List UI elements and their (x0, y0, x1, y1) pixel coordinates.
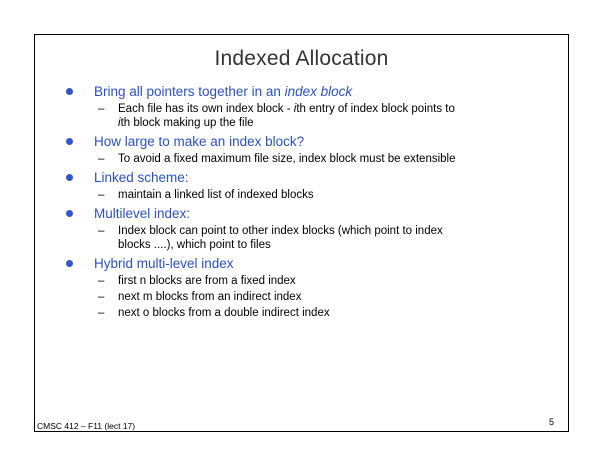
dash-icon: – (98, 103, 105, 115)
sub-text-emphasis: i (293, 103, 297, 115)
dash-icon: – (98, 307, 105, 319)
sub-list (94, 152, 549, 166)
dash-icon: – (98, 189, 105, 201)
sub-list (94, 102, 549, 130)
sub-text: To avoid a fixed maximum file size, index block must be extensible (118, 153, 456, 165)
slide-frame (34, 34, 569, 432)
slide-title: Indexed Allocation (214, 47, 389, 70)
sub-list (94, 274, 549, 320)
bullet-dot-icon (66, 138, 73, 145)
sub-item (94, 274, 549, 288)
dash-icon: – (98, 275, 105, 287)
sub-text: Index block can point to other index blocks (which point to index (118, 225, 443, 237)
bullet-text: Multilevel index: (94, 206, 191, 221)
bullet-item (59, 205, 549, 252)
sub-item (94, 102, 549, 130)
sub-text: Each file has its own index block - (118, 103, 294, 115)
sub-text: th block making up the file (120, 117, 254, 129)
dash-icon: – (98, 153, 105, 165)
sub-text: blocks ....), which point to files (118, 239, 271, 251)
dash-icon: – (98, 291, 105, 303)
bullet-dot-icon (66, 174, 73, 181)
bullet-text-emphasis: index block (284, 84, 353, 99)
dash-icon: – (98, 225, 105, 237)
sub-list (94, 224, 549, 252)
bullet-text: Linked scheme: (94, 170, 189, 185)
bullet-text: How large to make an index block? (94, 134, 305, 149)
bullet-text (94, 84, 352, 99)
bullet-item (59, 255, 549, 320)
sub-text: first n blocks are from a fixed index (118, 275, 296, 287)
bullet-dot-icon (66, 260, 73, 267)
bullet-item (59, 83, 549, 130)
bullet-item (59, 169, 549, 202)
sub-item (94, 306, 549, 320)
sub-text-emphasis: i (118, 117, 121, 129)
sub-item (94, 152, 549, 166)
sub-item (94, 290, 549, 304)
sub-list (94, 188, 549, 202)
sub-text: next o blocks from a double indirect index (118, 307, 330, 319)
bullet-list (59, 83, 549, 323)
bullet-dot-icon (66, 88, 73, 95)
bullet-dot-icon (66, 210, 73, 217)
bullet-item (59, 133, 549, 166)
bullet-text-main: Bring all pointers together in an (94, 84, 285, 99)
page-number: 5 (548, 417, 554, 427)
sub-text: maintain a linked list of indexed blocks (118, 189, 314, 201)
bullet-text: Hybrid multi-level index (94, 256, 234, 271)
sub-text: th entry of index block points to (296, 103, 455, 115)
sub-item (94, 188, 549, 202)
sub-text: next m blocks from an indirect index (118, 291, 302, 303)
footer-course-label: CMSC 412 – F11 (lect 17) (37, 421, 136, 431)
sub-item (94, 224, 549, 252)
